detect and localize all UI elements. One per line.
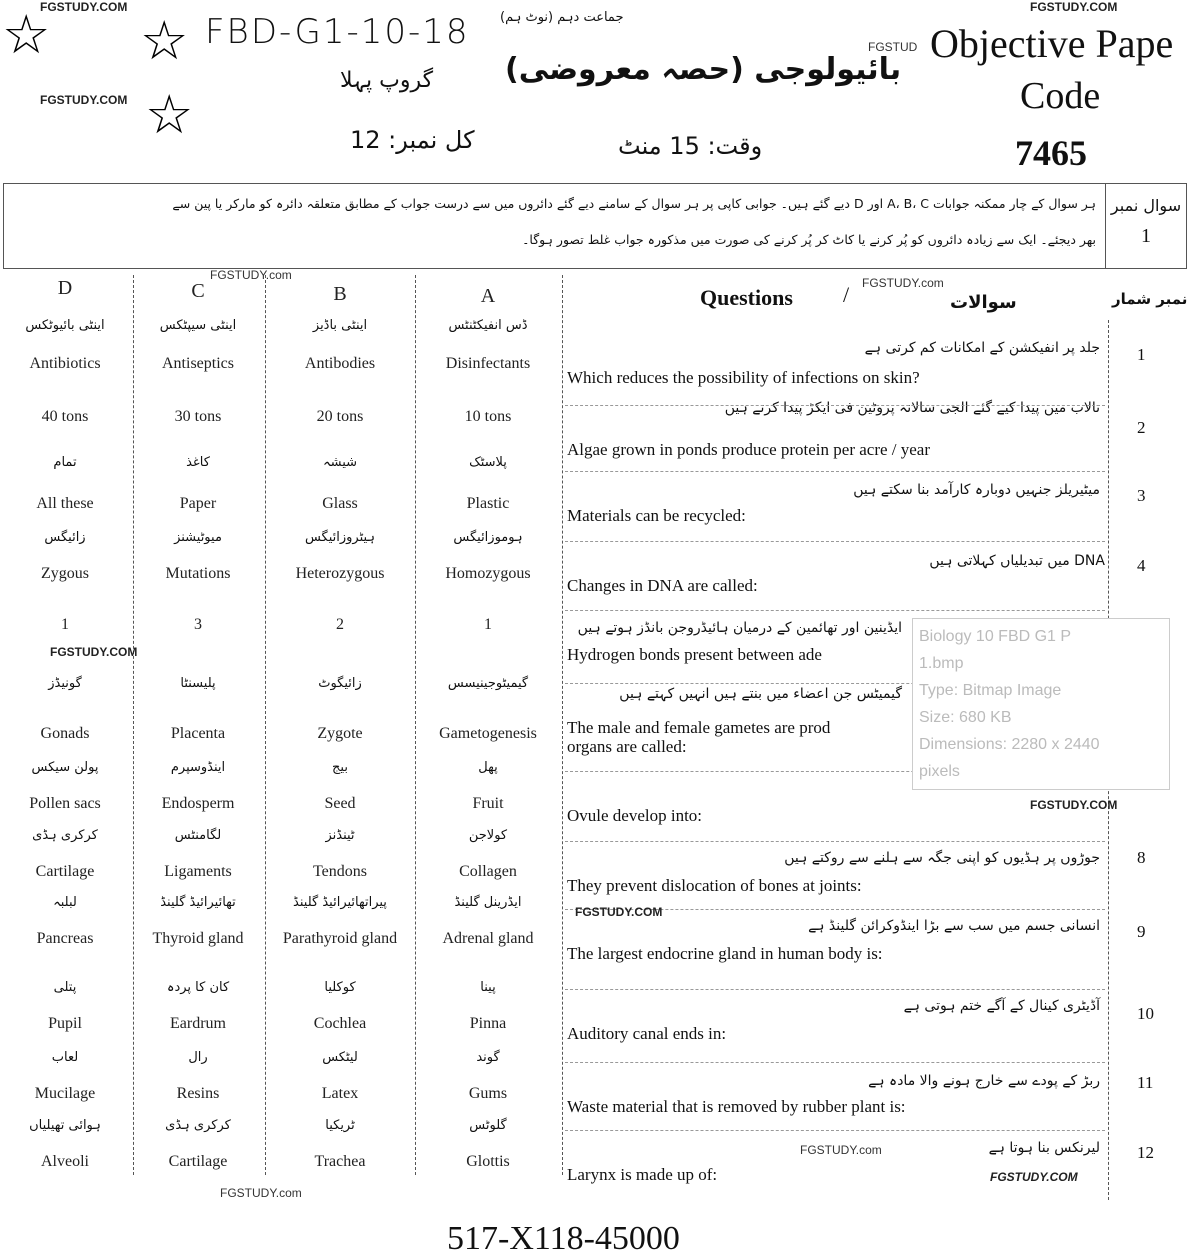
question-text: The largest endocrine gland in human body is: (567, 944, 883, 963)
questions-header: Questions (700, 285, 793, 310)
option-c-urdu: تھائیرائیڈ گلینڈ (160, 895, 236, 910)
option-a: Adrenal gland (442, 930, 534, 947)
instruction-line: بھر دیجئے۔ ایک سے زیادہ دائروں کو پُر کرنے یا کاٹ کر پُر کرنے کی صورت میں مذکورہ جواب غلط تصور ہوگا۔ (522, 232, 1096, 247)
row-divider (565, 471, 1105, 472)
option-b-urdu: شیشہ (322, 455, 358, 470)
option-d: Alveoli (41, 1153, 89, 1170)
group-label: گروپ پہلا (340, 68, 434, 93)
option-d: All these (36, 495, 94, 512)
watermark: FGSTUDY.com (220, 1186, 302, 1200)
option-c: Antiseptics (162, 355, 234, 372)
option-a-urdu: گوند (476, 1050, 500, 1065)
tooltip-line: pixels (919, 763, 960, 780)
option-c-urdu: کاغذ (186, 455, 210, 470)
option-d-urdu: تمام (53, 455, 77, 470)
question-number: 10 (1137, 1004, 1154, 1023)
question-text: Materials can be recycled: (567, 506, 746, 525)
option-c-urdu: اینٹی سیپٹکس (159, 318, 237, 333)
column-c-header: C (191, 280, 205, 302)
watermark: FGSTUDY.COM (1030, 0, 1118, 14)
star-icon: ☆ (2, 5, 51, 65)
row-divider (565, 1130, 1105, 1131)
star-icon: ☆ (145, 85, 194, 145)
option-c: Cartilage (168, 1153, 228, 1170)
option-b: Glass (322, 495, 358, 512)
watermark: FGSTUDY.COM (40, 93, 128, 107)
column-b-header: B (333, 283, 347, 305)
watermark: FGSTUDY.COM (575, 905, 663, 919)
option-a: Gametogenesis (439, 725, 537, 742)
option-c-urdu: پلیسنٹا (180, 676, 216, 691)
option-a: Disinfectants (445, 355, 531, 372)
option-c-urdu: میوٹیشنز (174, 530, 222, 545)
option-c-urdu: رال (188, 1050, 208, 1065)
class-label: جماعت دہم (نوٹ ہم) (500, 10, 624, 25)
option-b: Cochlea (313, 1015, 367, 1032)
option-d-urdu: زائیگس (44, 530, 86, 545)
question-number: 11 (1137, 1073, 1154, 1092)
question-text-urdu: میٹیریلز جنہیں دوبارہ کارآمد بنا سکتے ہیں (853, 482, 1100, 498)
question-text-urdu: انسانی جسم میں سب سے بڑا اینڈوکرائن گلینڈ ہے (808, 918, 1100, 934)
option-a-urdu: ایڈرینل گلینڈ (454, 895, 522, 910)
option-d-urdu: لعاب (51, 1050, 79, 1065)
row-divider (565, 841, 1105, 842)
option-b-urdu: کوکلیا (324, 980, 356, 995)
question-number: 4 (1137, 556, 1146, 575)
option-b-urdu: ہیٹروزائیگس (304, 530, 376, 545)
option-b: 2 (336, 616, 344, 633)
option-d-urdu: اینٹی بائیوٹکس (25, 318, 105, 333)
option-d-urdu: ہوائی تھیلیاں (29, 1118, 101, 1133)
question-number-cell (1105, 184, 1186, 268)
option-c: 30 tons (174, 408, 222, 425)
option-d: Mucilage (34, 1085, 96, 1102)
option-a: Gums (468, 1085, 508, 1102)
option-c-urdu: لگامنٹس (174, 828, 222, 843)
question-text: Hydrogen bonds present between ade (567, 645, 822, 664)
watermark: FGSTUDY.com (800, 1143, 882, 1157)
question-number: 12 (1137, 1143, 1154, 1162)
option-b: Heterozygous (295, 565, 385, 582)
question-text: Auditory canal ends in: (567, 1024, 727, 1043)
option-c: Ligaments (164, 863, 232, 880)
option-b: Zygote (317, 725, 363, 742)
tooltip-line: Dimensions: 2280 x 2440 (919, 736, 1100, 753)
option-b: Trachea (314, 1153, 366, 1170)
row-divider (565, 405, 1105, 406)
question-text-urdu: ایڈینین اور تھائمین کے درمیان ہائیڈروجن بانڈز ہوتے ہیں (577, 620, 902, 636)
option-b-urdu: لیٹکس (322, 1050, 358, 1065)
option-c-urdu: کرکری ہڈی (165, 1118, 231, 1133)
option-c: Eardrum (170, 1015, 226, 1032)
option-d-urdu: پتلی (53, 980, 77, 995)
question-text: Which reduces the possibility of infections on skin? (567, 368, 920, 387)
header-slash: / (843, 282, 850, 307)
option-d: 1 (61, 616, 69, 633)
question-number: 9 (1137, 922, 1146, 941)
question-text: Larynx is made up of: (567, 1165, 718, 1184)
question-text: Ovule develop into: (567, 806, 703, 825)
option-d-urdu: لبلبہ (53, 895, 77, 910)
option-a-urdu: گیمیٹوجینیسس (447, 676, 529, 691)
option-a-urdu: پینا (480, 980, 496, 995)
objective-title: Objective Pape (930, 21, 1174, 66)
question-text: They prevent dislocation of bones at joints: (567, 876, 862, 895)
watermark: FGSTUDY.COM (1030, 798, 1118, 812)
option-b-urdu: ٹریکیا (325, 1118, 355, 1133)
serial-number-header: نمبر شمار (1112, 290, 1188, 308)
question-text-urdu: جلد پر انفیکشن کے امکانات کم کرتی ہے (864, 340, 1100, 356)
watermark: FGSTUDY.com (210, 268, 292, 282)
option-c: Placenta (170, 725, 226, 742)
option-c: Endosperm (161, 795, 235, 812)
tooltip-line: Biology 10 FBD G1 P (919, 628, 1072, 645)
option-a: Glottis (466, 1153, 510, 1170)
time-allowed: وقت: 15 منٹ (618, 132, 763, 160)
question-number: 1 (1141, 225, 1151, 247)
question-number: 1 (1137, 345, 1146, 364)
code-value: 7465 (1015, 133, 1087, 173)
option-d: Pupil (48, 1015, 82, 1032)
option-d: 40 tons (41, 408, 89, 425)
option-a: Plastic (466, 495, 510, 512)
option-b-urdu: پیراتھائیرائیڈ گلینڈ (293, 895, 387, 910)
option-a-urdu: ڈس انفیکٹنٹس (448, 318, 528, 333)
option-d-urdu: پولن سیکس (31, 760, 99, 775)
question-number: 3 (1137, 486, 1146, 505)
row-divider (565, 989, 1105, 990)
question-text-urdu: لیرنکس بنا ہوتا ہے (988, 1140, 1100, 1156)
option-b-urdu: زائیگوٹ (318, 676, 362, 691)
option-b-urdu: بیج (332, 760, 348, 775)
option-b: Tendons (313, 863, 367, 880)
option-b: Antibodies (304, 355, 376, 372)
option-a-urdu: کولاجن (468, 828, 508, 843)
watermark: FGSTUDY.COM (50, 645, 138, 659)
row-divider (565, 541, 1105, 542)
option-b: Parathyroid gland (282, 930, 398, 947)
question-label: سوال نمبر (1110, 196, 1182, 215)
option-c-urdu: اینڈوسپرم (170, 760, 226, 775)
question-number: 2 (1137, 418, 1146, 437)
option-c: Thyroid gland (152, 930, 244, 947)
question-text-urdu: تالاب میں پیدا کیے گئے الجی سالانہ پروٹین فی ایکڑ پیدا کرتے ہیں (724, 400, 1100, 416)
questions-urdu-header: سوالات (950, 292, 1017, 313)
question-text: Waste material that is removed by rubber plant is: (567, 1097, 906, 1116)
option-c: Resins (176, 1085, 220, 1102)
option-c: 3 (194, 616, 202, 633)
option-a-urdu: پلاسٹک (469, 455, 507, 470)
question-text-urdu: گیمیٹس جن اعضاء میں بنتے ہیں انہیں کہتے ہیں (619, 686, 902, 702)
watermark: FGSTUDY.COM (990, 1170, 1078, 1184)
option-a: 1 (484, 616, 492, 633)
option-b-urdu: اینٹی باڈیز (312, 318, 368, 333)
option-b: Latex (321, 1085, 359, 1102)
tooltip-line: Type: Bitmap Image (919, 682, 1062, 699)
option-a: Pinna (469, 1015, 507, 1032)
question-text: organs are called: (567, 737, 687, 756)
question-number: 8 (1137, 848, 1146, 867)
option-a-urdu: ہوموزائیگس (453, 530, 523, 545)
row-divider (565, 1062, 1105, 1063)
watermark: FGSTUD (868, 40, 918, 54)
option-d: Pollen sacs (29, 795, 101, 812)
option-b: Seed (324, 795, 356, 812)
option-c: Paper (179, 495, 217, 512)
option-a: Collagen (459, 863, 517, 880)
code-label: Code (1020, 75, 1101, 117)
question-text-urdu: DNA میں تبدیلیاں کہلاتی ہیں (929, 553, 1105, 569)
question-text: Algae grown in ponds produce protein per acre / year (567, 440, 931, 459)
option-d-urdu: گونیڈز (48, 676, 82, 691)
option-d: Zygous (41, 565, 89, 582)
footer-code: 517-X118-45000 (447, 1220, 680, 1257)
instructions-box (3, 183, 1187, 269)
tooltip-line: 1.bmp (919, 655, 964, 672)
row-divider (565, 610, 1105, 611)
question-text-urdu: ربڑ کے پودے سے خارج ہونے والا مادہ ہے (868, 1073, 1100, 1089)
column-d-header: D (57, 277, 73, 299)
total-marks: کل نمبر: 12 (350, 126, 475, 154)
option-a: Fruit (472, 795, 504, 812)
option-d: Antibiotics (29, 355, 101, 372)
option-a: Homozygous (445, 565, 531, 582)
option-d: Cartilage (35, 863, 95, 880)
option-a-urdu: پھل (478, 760, 498, 775)
instruction-line: ہر سوال کے چار ممکنہ جوابات A، B، C اور D دیے گئے ہیں۔ جوابی کاپی پر ہر سوال کے سامنے دیے گئے دائروں میں سے درست جواب کے مطابق متعلقہ دائرہ کو مارکر یا پین سے (172, 196, 1096, 211)
paper-reference: FBD-G1-10-18 (205, 12, 470, 52)
option-d-urdu: کرکری ہڈی (32, 828, 98, 843)
column-a-header: A (480, 285, 496, 307)
option-d: Gonads (40, 725, 90, 742)
question-text-urdu: جوڑوں پر ہڈیوں کو اپنی جگہ سے ہلنے سے روکتے ہیں (784, 850, 1100, 866)
file-info-tooltip (912, 618, 1170, 790)
option-a-urdu: گلوٹس (469, 1118, 507, 1133)
option-c-urdu: کان کا پردہ (166, 980, 230, 995)
option-a: 10 tons (464, 408, 512, 425)
question-text-urdu: آڈیٹری کینال کے آگے ختم ہوتی ہے (903, 998, 1100, 1014)
option-d: Pancreas (36, 930, 94, 947)
watermark: FGSTUDY.COM (40, 0, 128, 14)
subject-title: بائیولوجی (حصہ معروضی) (505, 52, 902, 87)
tooltip-line: Size: 680 KB (919, 709, 1012, 726)
watermark: FGSTUDY.com (862, 276, 944, 290)
question-text: Changes in DNA are called: (567, 576, 758, 595)
option-b-urdu: ٹینڈنز (325, 828, 355, 843)
question-text: The male and female gametes are prod (567, 718, 831, 737)
star-icon: ☆ (140, 11, 189, 71)
option-c: Mutations (165, 565, 231, 582)
option-b: 20 tons (316, 408, 364, 425)
